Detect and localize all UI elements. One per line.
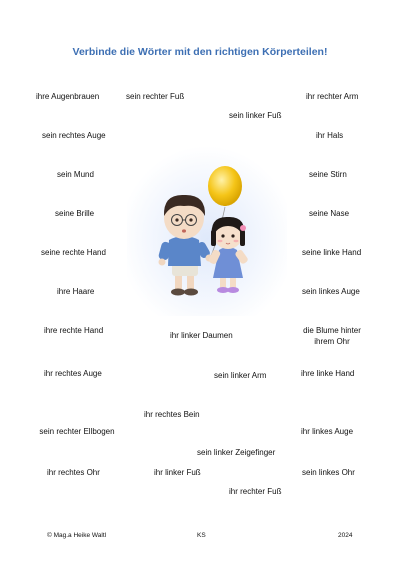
word-label: sein linkes Auge (302, 287, 360, 296)
footer-code: KS (197, 532, 206, 539)
word-label: seine Nase (309, 209, 350, 218)
word-label: ihr rechtes Ohr (47, 468, 100, 477)
footer-author: © Mag.a Heike Waltl (47, 532, 107, 539)
word-label: ihr linkes Auge (301, 427, 354, 436)
word-label: seine Stirn (309, 170, 347, 179)
word-label: seine Brille (55, 209, 95, 218)
word-label: sein rechter Ellbogen (39, 427, 115, 436)
word-label: ihr rechter Arm (306, 92, 359, 101)
word-label: seine rechte Hand (41, 248, 106, 257)
children-illustration (127, 146, 287, 316)
word-label: die Blume hinter ihrem Ohr (303, 326, 361, 346)
word-label: sein rechtes Auge (42, 131, 106, 140)
flower-icon (240, 225, 246, 231)
word-label: sein linkes Ohr (302, 468, 355, 477)
word-label: ihr Hals (316, 131, 344, 140)
word-label: ihr rechter Fuß (229, 487, 282, 496)
word-label: sein linker Zeigefinger (197, 448, 276, 457)
word-label: sein linker Arm (214, 371, 267, 380)
word-label: sein rechter Fuß (126, 92, 185, 101)
word-label: ihre rechte Hand (44, 326, 104, 335)
word-label: ihre linke Hand (301, 369, 355, 378)
word-label: seine linke Hand (302, 248, 362, 257)
worksheet-title: Verbinde die Wörter mit den richtigen Körperteilen! (72, 46, 328, 58)
word-label: ihre Augenbrauen (36, 92, 100, 101)
word-label: ihr linker Fuß (154, 468, 201, 477)
word-label: sein Mund (57, 170, 94, 179)
word-label: ihre Haare (57, 287, 95, 296)
word-label: ihr linker Daumen (170, 331, 233, 340)
word-label: sein linker Fuß (229, 111, 282, 120)
word-label: ihr rechtes Bein (144, 410, 200, 419)
word-label: ihr rechtes Auge (44, 369, 102, 378)
footer-year: 2024 (338, 532, 353, 539)
